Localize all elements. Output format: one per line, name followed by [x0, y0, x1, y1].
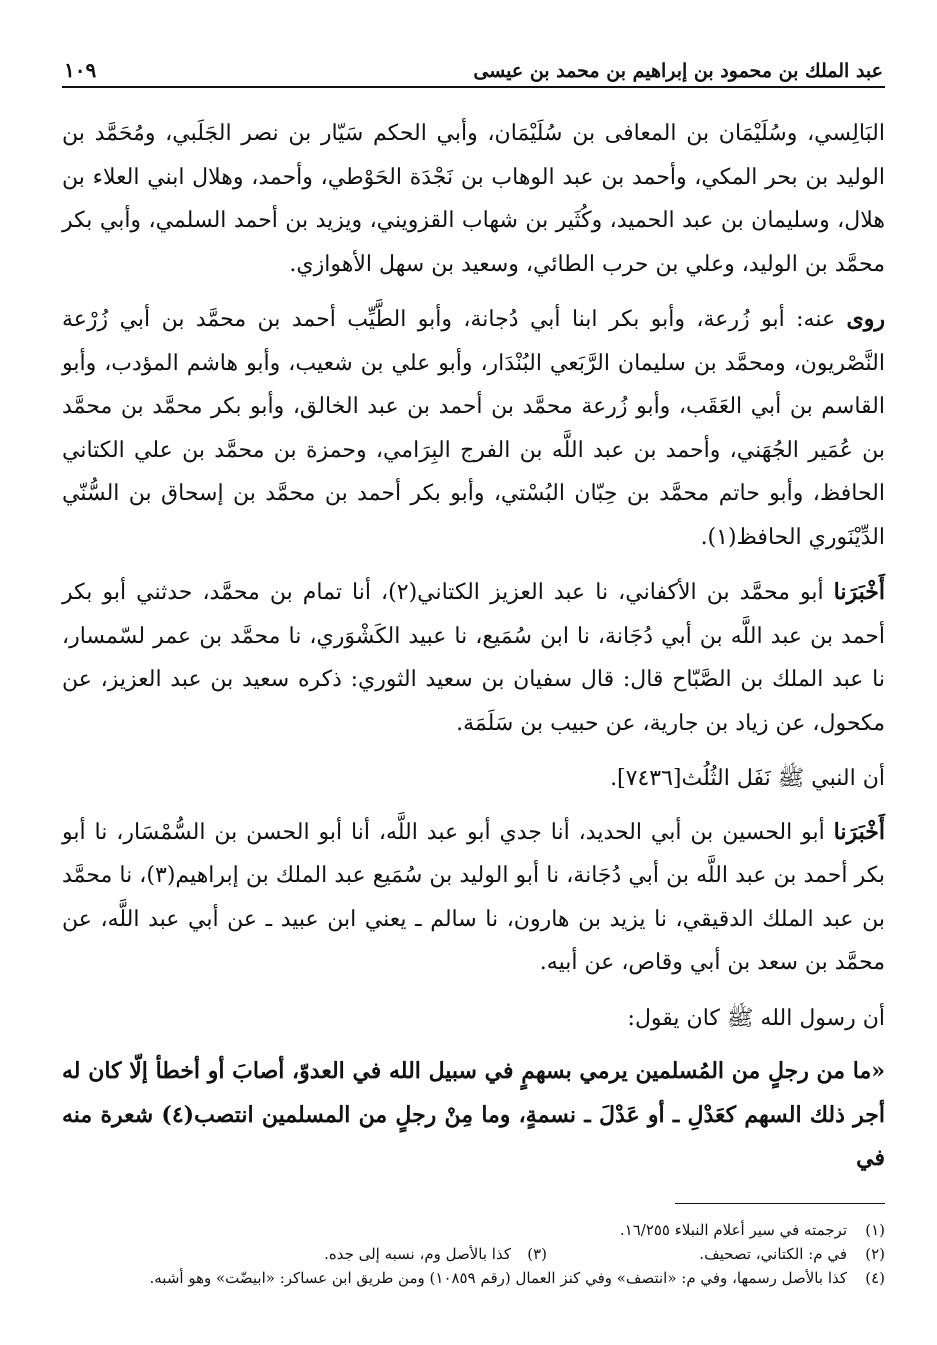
paragraph-isnad-1: [62, 571, 885, 745]
footnote-number: (٤): [865, 1268, 885, 1287]
paragraph-hadith-2: [62, 1050, 885, 1181]
footnotes: [62, 1218, 885, 1290]
paragraph-text: أبو محمَّد بن الأكفاني، نا عبد العزيز الكتاني(٢)، أنا تمام بن محمَّد، حدثني أبو بكر أحمد بن عبد اللَّه بن أبي دُجَانة، نا ابن سُمَيع، نا عبيد الكَشْوَري، نا محمَّد بن عمر لسّمسار، نا عبد الملك بن الصَّبّاح قال: قال سفيان بن سعيد الثوري: ذكره سعيد بن عبد العزيز، عن مكحول، عن زياد بن جارية، عن حبيب بن سَلَمَة.: [62, 580, 885, 736]
footnote-text: ترجمته في سير أعلام النبلاء ١٦/٢٥٥.: [619, 1220, 847, 1239]
paragraph-text: أن النبي ﷺ نَفَل الثُلُث[٧٤٣٦].: [610, 766, 885, 791]
footnote-4: [62, 1266, 885, 1290]
footnote-text: في م: الكتاني، تصحيف.: [699, 1244, 847, 1263]
paragraph-text: أن رسول الله ﷺ كان يقول:: [627, 1005, 885, 1031]
paragraph-intro: [62, 997, 885, 1041]
footnote-number: (٣): [527, 1244, 547, 1263]
page-number: ١٠٩: [64, 58, 97, 82]
footnote-text: كذا بالأصل وم، نسبه إلى جده.: [324, 1244, 511, 1263]
paragraph-lead-word: أَخْبَرَنا: [833, 818, 885, 845]
main-text: [62, 112, 885, 1290]
paragraph-text: أبو الحسين بن أبي الحديد، أنا جدي أبو عبد اللَّه، أنا أبو الحسن بن السُّمْسَار، نا أبو بكر أحمد بن عبد اللَّه بن أبي دُجَانة، نا أبو الوليد بن سُمَيع عبد الملك بن إبراهيم(٣)، نا محمَّد بن عبد الملك الدقيقي، نا يزيد بن هارون، نا سالم ـ يعني ابن عبيد ـ عن أبي عبد اللَّه، عن محمَّد بن سعد بن أبي وقاص، عن أبيه.: [62, 819, 886, 975]
footnote-divider: [675, 1203, 885, 1204]
paragraph-narrators: [62, 298, 885, 559]
paragraph-text: عنه: أبو زُرعة، وأبو بكر ابنا أبي دُجانة، وأبو الطَّيِّب أحمد بن محمَّد بن أبي زُرْعة النَّصْريون، ومحمَّد بن سليمان الرَّبَعي البُنْدَار، وأبو علي بن شعيب، وأبو هاشم المؤدب، وأبو القاسم بن أبي العَقَب، وأبو زُرعة محمَّد بن أحمد بن عبد الخالق، وأبو بكر محمَّد بن محمَّد بن عُمَير الجُهَني، وأحمد بن عبد اللَّه بن الفرج البِرَامي، وحمزة بن محمَّد بن علي الكتاني الحافظ، وأبو حاتم محمَّد بن حِبّان البُسْتي، وأبو بكر أحمد بن محمَّد بن إسحاق بن السُّنّي الدِّيْنَوري الحافظ(١).: [62, 307, 885, 550]
footnote-2-3: [62, 1242, 885, 1266]
footnote-number: (١): [865, 1220, 885, 1239]
paragraph-text: البَالِسي، وسُلَيْمَان بن المعافى بن سُلَيْمَان، وأبي الحكم سَيّار بن نصر الجَلَبي، ومُحَمَّد بن الوليد بن بحر المكي، وأحمد بن عبد الوهاب بن نَجْدَة الحَوْطي، وأحمد، وهلال ابني العلاء بن هلال، وسليمان بن عبد الحميد، وكُثَير بن شهاب القزويني، ويزيد بن أحمد السلمي، وأبي بكر محمَّد بن الوليد، وعلي بن حرب الطائي، وسعيد بن سهل الأهوازي.: [62, 121, 885, 277]
page-header: [62, 48, 885, 88]
running-title: عبد الملك بن محمود بن إبراهيم بن محمد بن عيسى: [473, 60, 883, 82]
paragraph-hadith-1: [62, 757, 885, 801]
paragraph-text: «ما من رجلٍ من المُسلمين يرمي بسهمٍ في سبيل الله في العدوّ، أصابَ أو أخطأ إلّا كان له أجر ذلك السهم كعَدْلِ ـ أو عَدْلَ ـ نسمةٍ، وما مِنْ رجلٍ من المسلمين انتصب(٤) شعرة منه في: [62, 1058, 885, 1171]
footnote-number: (٢): [865, 1244, 885, 1263]
paragraph-isnad-2: [62, 811, 885, 985]
paragraph-lead-word: روى: [846, 306, 885, 332]
footnote-text: كذا بالأصل رسمها، وفي م: «انتصف» وفي كنز العمال (رقم ١٠٨٥٩) ومن طريق ابن عساكر: «ابيضّت» وهو أشبه.: [149, 1268, 847, 1287]
footnote-1: [62, 1218, 885, 1242]
paragraph-lead-word: أَخْبَرَنا: [833, 579, 885, 605]
footnote-pair: [62, 1242, 847, 1266]
paragraph-teachers: [62, 112, 885, 286]
